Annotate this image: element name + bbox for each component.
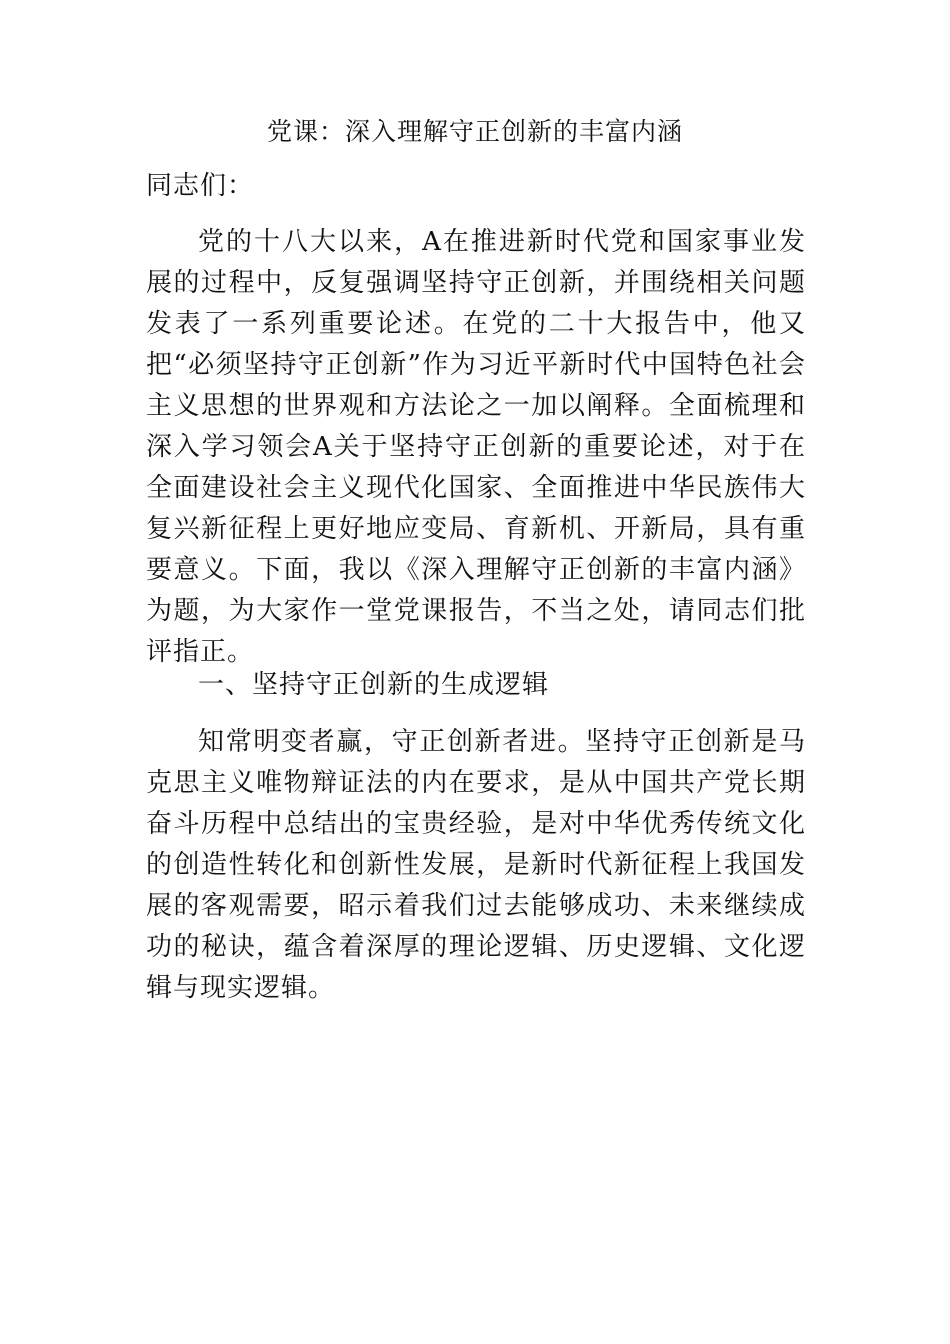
section-heading: 一、坚持守正创新的生成逻辑 bbox=[198, 670, 550, 700]
salutation: 同志们： bbox=[146, 171, 255, 201]
intro-paragraph: 党的十八大以来，A在推进新时代党和国家事业发展的过程中，反复强调坚持守正创新，并围绕相关问题发表了一系列重要论述。在党的二十大报告中，他又把“必须坚持守正创新”作为习近平新时代中国特色社会主义思想的世界观和方法论之一加以阐释。全面梳理和深入学习领会A关于坚持守正创新的重要论述，对于在全面建设社会主义现代化国家、全面推进中华民族伟大复兴新征程上更好地应变局、育新机、开新局，具有重要意义。下面，我以《深入理解守正创新的丰富内涵》为题，为大家作一堂党课报告，不当之处，请同志们批评指正。 bbox=[146, 227, 806, 667]
section-paragraph: 知常明变者赢，守正创新者进。坚持守正创新是马克思主义唯物辩证法的内在要求，是从中国共产党长期奋斗历程中总结出的宝贵经验，是对中华优秀传统文化的创造性转化和创新性发展，是新时代新征程上我国发展的客观需要，昭示着我们过去能够成功、未来继续成功的秘诀，蕴含着深厚的理论逻辑、历史逻辑、文化逻辑与现实逻辑。 bbox=[146, 727, 806, 1003]
document-title: 党课：深入理解守正创新的丰富内涵 bbox=[266, 117, 683, 146]
